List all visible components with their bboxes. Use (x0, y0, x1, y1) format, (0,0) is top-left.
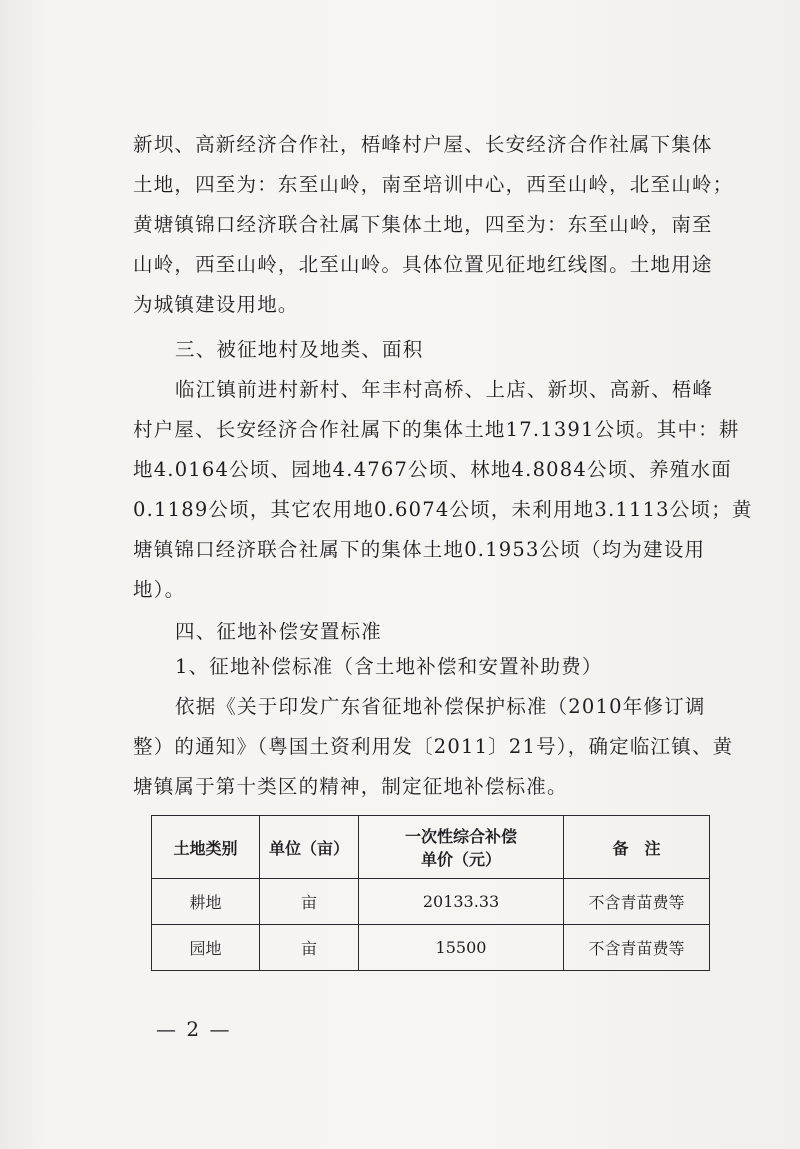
body-line-3: 黄塘镇锦口经济联合社属下集体土地，四至为：东至山岭，南至 (133, 213, 713, 236)
header-remarks: 备 注 (564, 816, 710, 879)
cell-land-type: 耕地 (152, 879, 260, 925)
cell-unit: 亩 (260, 925, 359, 971)
body-line-1: 新坝、高新经济合作社，梧峰村户屋、长安经济合作社属下集体 (133, 133, 713, 156)
section-heading-4: 四、征地补偿安置标准 (175, 620, 383, 643)
body-line-12: 依据《关于印发广东省征地补偿保护标准（2010年修订调 (175, 695, 706, 718)
body-line-8: 地4.0164公顷、园地4.4767公顷、林地4.8084公顷、养殖水面 (133, 458, 732, 481)
body-line-9: 0.1189公顷，其它农用地0.6074公顷，未利用地3.1113公顷；黄 (133, 498, 753, 521)
body-line-13: 整）的通知》（粤国土资利用发〔2011〕21号），确定临江镇、黄 (133, 735, 734, 758)
body-line-6: 临江镇前进村新村、年丰村高桥、上店、新坝、高新、梧峰 (175, 378, 714, 401)
table-row (152, 879, 710, 925)
header-unit-price (359, 816, 564, 879)
table-header-row (152, 816, 710, 879)
table-row (152, 925, 710, 971)
body-line-4: 山岭，西至山岭，北至山岭。具体位置见征地红线图。土地用途 (133, 253, 713, 276)
cell-land-type: 园地 (152, 925, 260, 971)
body-line-11: 地）。 (133, 578, 186, 601)
cell-unit: 亩 (260, 879, 359, 925)
cell-remarks: 不含青苗费等 (564, 925, 710, 971)
body-line-2: 土地，四至为：东至山岭，南至培训中心，西至山岭，北至山岭； (133, 173, 734, 196)
compensation-table (151, 815, 710, 971)
header-land-type: 土地类别 (152, 816, 260, 879)
section-heading-3: 三、被征地村及地类、面积 (175, 338, 424, 361)
cell-price: 15500 (359, 925, 564, 971)
header-unit-price-line1: 一次性综合补偿 (404, 827, 517, 846)
header-unit-price-line2: 单价（元） (420, 850, 501, 869)
cell-price: 20133.33 (359, 879, 564, 925)
page-number: — 2 — (156, 1017, 232, 1041)
body-line-10: 塘镇锦口经济联合社属下的集体土地0.1953公顷（均为建设用 (133, 538, 706, 561)
cell-remarks: 不含青苗费等 (564, 879, 710, 925)
body-line-14: 塘镇属于第十类区的精神，制定征地补偿标准。 (133, 775, 568, 798)
header-unit: 单位（亩） (260, 816, 359, 879)
body-line-5: 为城镇建设用地。 (133, 293, 299, 316)
body-line-7: 村户屋、长安经济合作社属下的集体土地17.1391公顷。其中：耕 (133, 418, 740, 441)
subsection-heading-1: 1、征地补偿标准（含土地补偿和安置补助费） (175, 655, 603, 678)
